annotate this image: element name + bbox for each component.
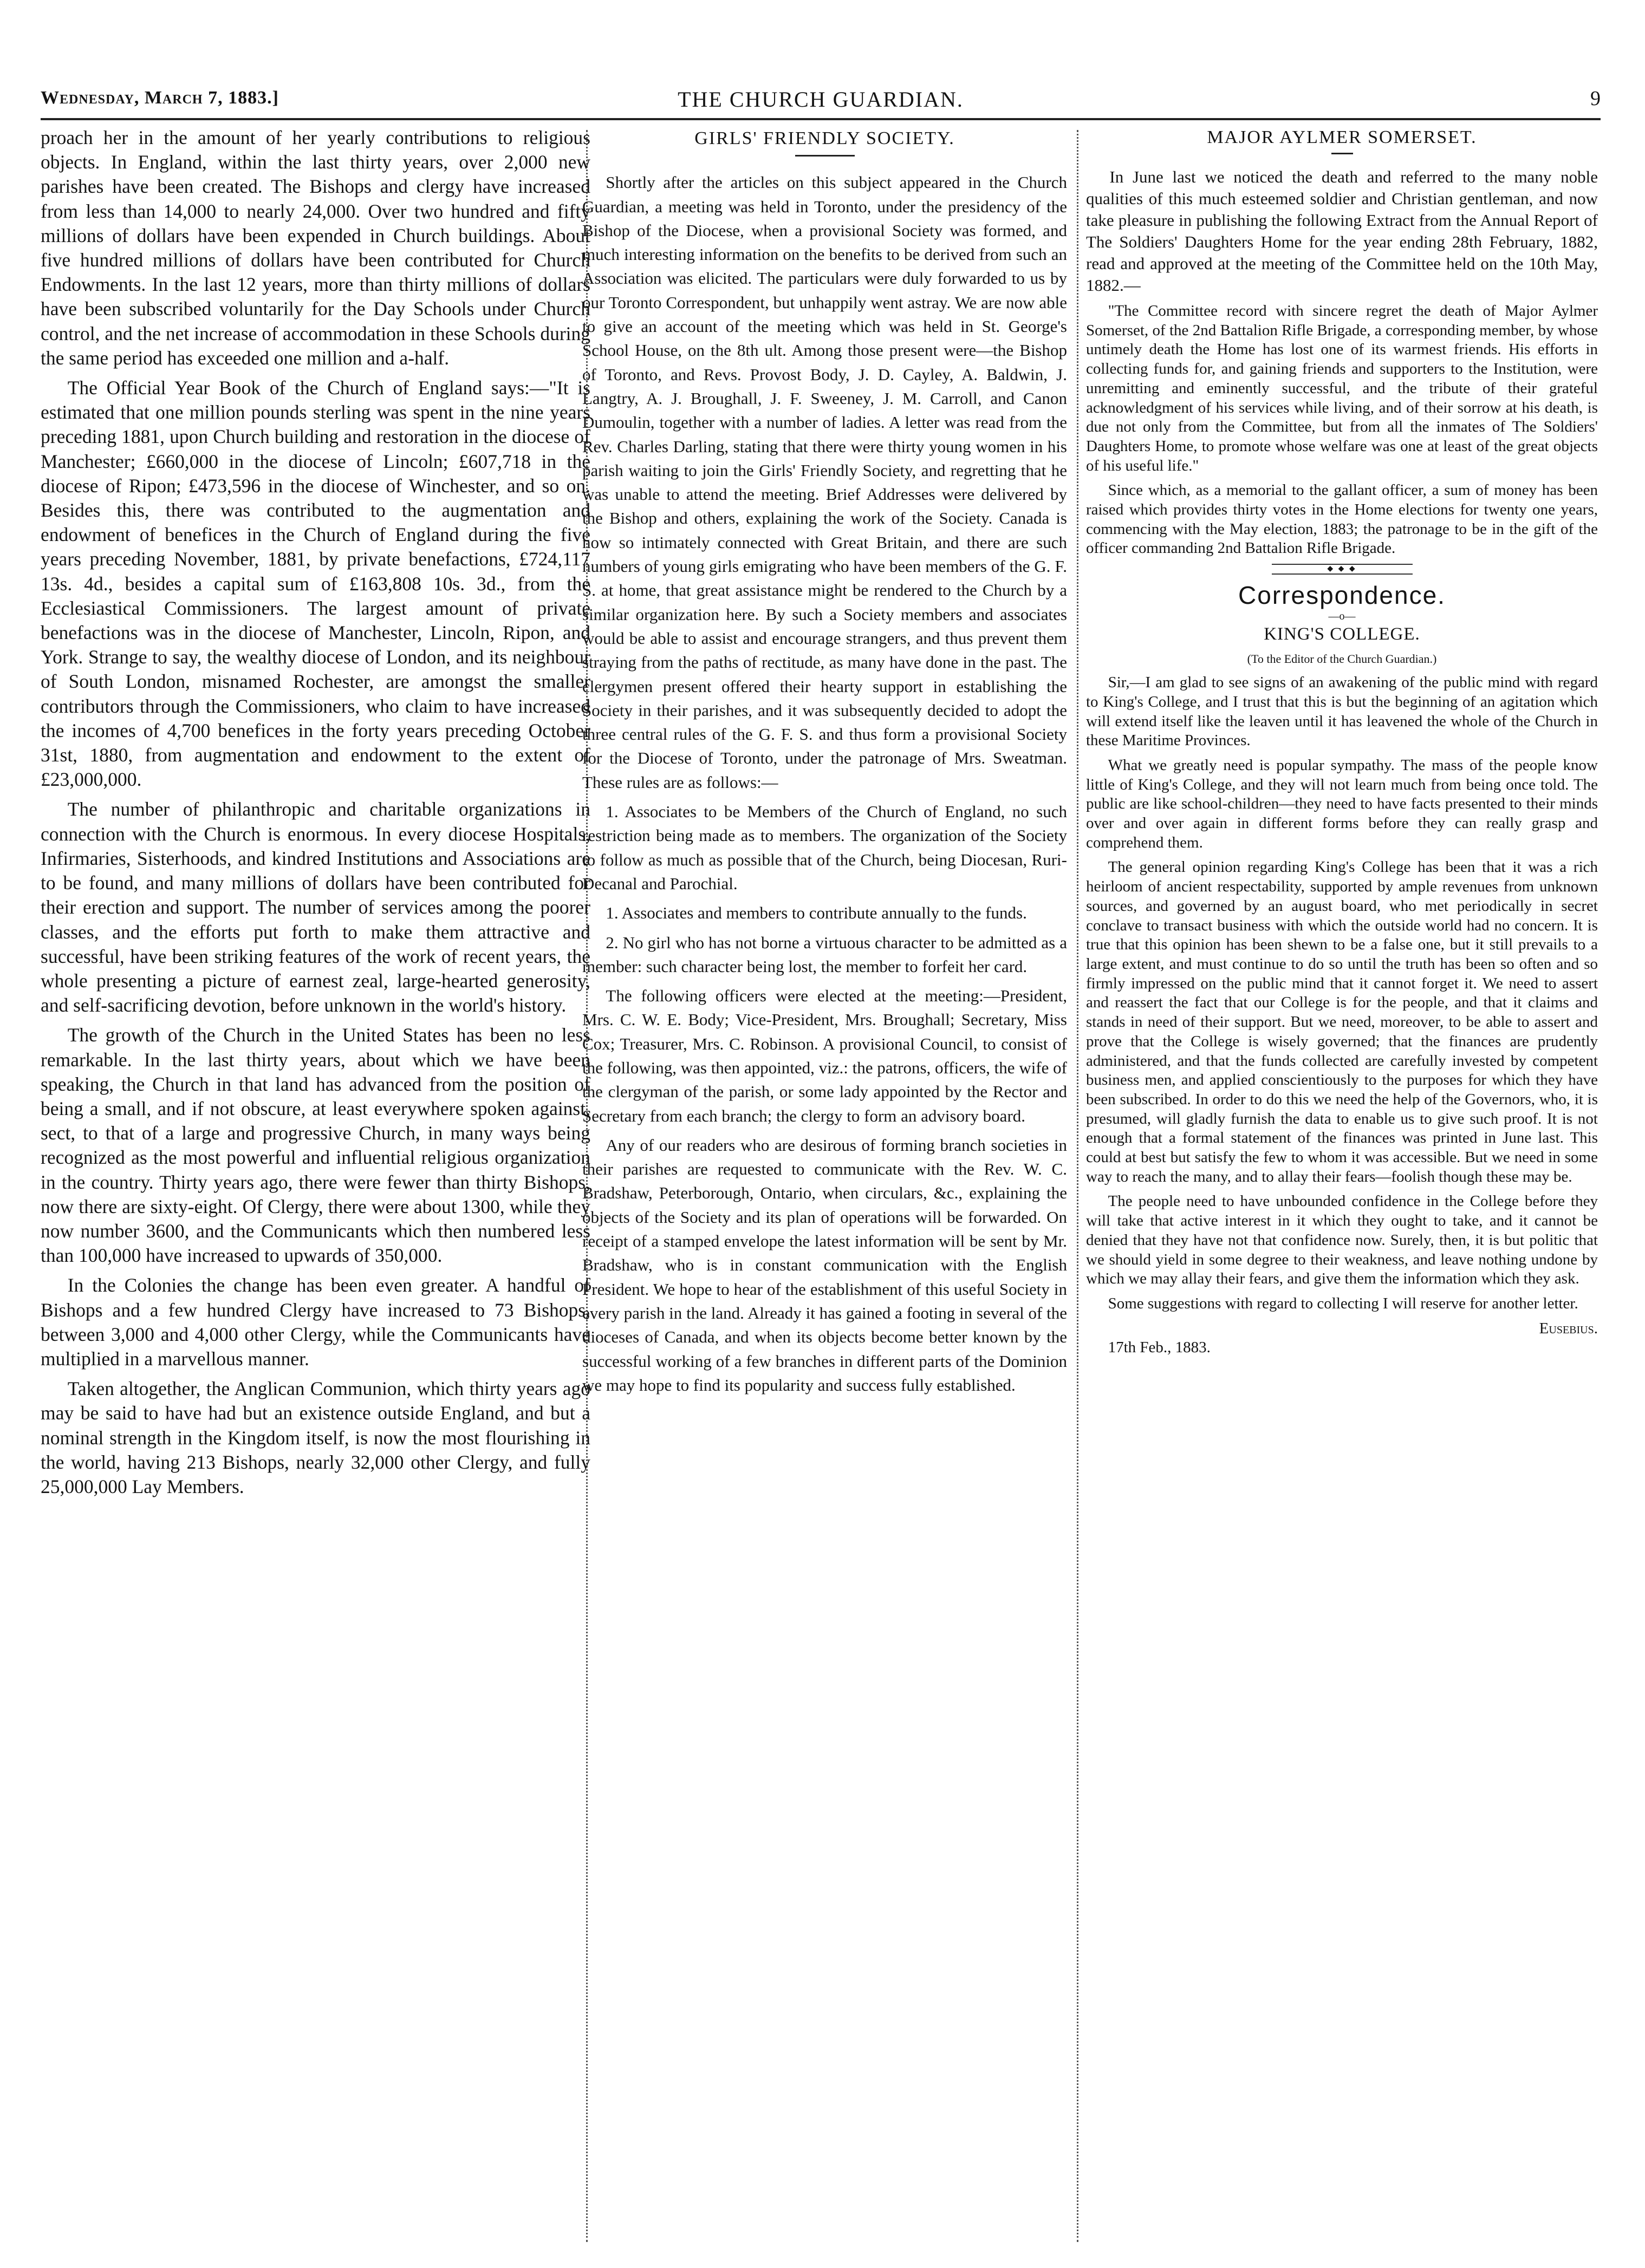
column-1 [41,126,590,2232]
rule-item: 1. Associates and members to contribute annually to the funds. [606,903,1027,923]
paragraph: Any of our readers who are desirous of forming branch societies in their parishes are requested to communicate with the Rev. W. C. Bradshaw, Peterborough, Ontario, when circulars, &c., explaining the objects of the Society and its plan of operations will be forwarded. On receipt of a stamped envelope the latest information will be sent by Mr. Bradshaw, who is in constant communication with the English President. We hope to hear of the establishment of this useful Society in every parish in the land. Already it has gained a footing in several of the dioceses of Canada, and when its objects become better known by the successful working of a few branches in different parts of the Dominion we may hope to find its popularity and success fully established. [582,1135,1067,1394]
issue-date: Wednesday, March 7, 1883.] [41,88,279,108]
letter-paragraph: Some suggestions with regard to collecting I will reserve for another letter. [1108,1294,1578,1312]
letter-heading-kings-college: KING'S COLLEGE. [1264,624,1420,644]
paragraph: The growth of the Church in the United States has been no less remarkable. In the last thirty years, about which we have been speaking, the Church in that land has advanced from the position of being a small, and if not obscure, at least everywhere spoken against, sect, to that of a large and progressive Church, in many ways being recognized as the most powerful and influential religious organization in the country. Thirty years ago, there were fewer than thirty Bishops, now there are sixty-eight. Of Clergy, there were about 1300, while they now number 3600, and the Communicants which then numbered less than 100,000 have increased to upwards of 350,000. [41,1024,590,1267]
paragraph: Since which, as a memorial to the gallant officer, a sum of money has been raised which provides thirty votes in the Home elections for twenty one years, commencing with the May election, 1883; the patronage to be in the gift of the officer commanding 2nd Battalion Rifle Brigade. [1086,481,1598,557]
paragraph: The Official Year Book of the Church of England says:—"It is estimated that one million pounds sterling was spent in the nine years preceding 1881, upon Church building and restoration in the diocese of Manchester; £660,000 in the diocese of Lincoln; £607,718 in the diocese of Ripon; £473,596 in the diocese of Winchester, and so on. Besides this, there was contributed to the augmentation and endowment of benefices in the Church of England during the five years preceding November, 1881, by private benefactions, £724,117 13s. 4d., besides a capital sum of £163,808 10s. 3d., from the Ecclesiastical Commissioners. The largest amount of private benefactions was in the diocese of Manchester, Lincoln, Ripon, and York. Strange to say, the wealthy diocese of London, and its neighbour of South London, misnamed Rochester, are amongst the smaller contributors through the Commissioners, who claim to have increased the incomes of 4,700 benefices in the forty years preceding October 31st, 1880, from augmentation and endowment to the extent of £23,000,000. [41,377,590,791]
paragraph: Taken altogether, the Anglican Communion, which thirty years ago may be said to have had but an existence outside England, and but a nominal strength in the Kingdom itself, is now the most flourishing in the world, having 213 Bishops, nearly 32,000 other Clergy, and fully 25,000,000 Lay Members. [41,1378,590,1497]
letter-paragraph: The general opinion regarding King's College has been that it was a rich heirloom of ancient respectability, supported by ample revenues from unknown sources, and governed by an august board, who met periodically in secret conclave to transact business with which the outside world had no concern. It is true that this opinion has been shewn to be a false one, but it still prevails to a large extent, and must continue to do so until the truth has been so often and so firmly impressed on the public mind that it cannot forget it. We need to assert and reassert the fact that our College is for the people, and that it claims and stands in need of their support. But we need, moreover, to be able to assert and prove that the College is wisely governed; that the finances are prudently administered, and that the funds collected are carefully invested by competent business men, and applied conscientiously to the purposes for which they have been subscribed. In order to do this we need the help of the Governors, who, it is presumed, will gladly furnish the data to enable us to give such proof. It is not enough that a formal statement of the finances was printed in June last. This could at best but satisfy the few to whom it was accessible. But we need in some way to reach the many, and to allay their fears—foolish though these may be. [1086,858,1598,1185]
paragraph: Shortly after the articles on this subject appeared in the Church Guardian, a meeting was held in Toronto, under the presidency of the Bishop of the Diocese, when a provisional Society was formed, and much interesting information on the benefits to be derived from such an Association was elicited. The particulars were duly forwarded to us by our Toronto Correspondent, but unhappily went astray. We are now able to give an account of the meeting which was held in St. George's School House, on the 8th ult. Among those present were—the Bishop of Toronto, and Revs. Provost Body, J. D. Cayley, A. Baldwin, J. Langtry, A. J. Broughall, J. F. Sweeney, J. M. Carroll, and Canon Dumoulin, together with a number of ladies. A letter was read from the Rev. Charles Darling, stating that there were thirty young women in his parish waiting to join the Girls' Friendly Society, and regretting that he was unable to attend the meeting. Brief Addresses were delivered by the Bishop and others, explaining the work of the Society. Canada is now so intimately connected with Great Britain, and there are such numbers of young girls emigrating who have been members of the G. F. S. at home, that great assistance might be rendered to the Church by a similar organization here. By such a Society members and associates would be able to assist and encourage strangers, and thus prevent them straying from the paths of rectitude, as many have done in the past. The clergymen present offered their hearty support in establishing the Society in their parishes, and it was subsequently decided to adopt the three central rules of the G. F. S. and thus form a provisional Society for the Diocese of Toronto, under the patronage of Mrs. Sweatman. These rules are as follows:— [582,173,1067,792]
letter-date: 17th Feb., 1883. [1108,1339,1211,1357]
letter-paragraph: Sir,—I am glad to see signs of an awakening of the public mind with regard to King's College, and I trust that this is but the beginning of an agitation which will extend itself like the leaven until it has leavened the whole of the Church in these Maritime Provinces. [1086,674,1598,750]
paragraph: In June last we noticed the death and referred to the many noble qualities of this much esteemed soldier and Christian gentleman, and now take pleasure in publishing the following Extract from the Annual Report of The Soldiers' Daughters Home for the year ending 28th February, 1882, read and approved at the meeting of the Committee held on the 10th May, 1882.— [1086,167,1598,295]
paragraph: The following officers were elected at the meeting:—President, Mrs. C. W. E. Body; Vice-President, Mrs. Broughall; Secretary, Miss Cox; Treasurer, Mrs. C. Robinson. A provisional Council, to consist of the following, was then appointed, viz.: the patrons, officers, the wife of the clergyman of the parish, or some lady appointed by the Rector and Secretary from each branch; the clergy to form an advisory board. [582,986,1067,1125]
rule-item: 2. No girl who has not borne a virtuous character to be admitted as a member: such character being lost, the member to forfeit her card. [582,933,1067,976]
paragraph: In the Colonies the change has been even greater. A handful of Bishops and a few hundred Clergy have increased to 73 Bishops, between 3,000 and 4,000 other Clergy, while the Communicants have multiplied in a marvellous manner. [41,1274,590,1370]
article-heading-major-aylmer-somerset: MAJOR AYLMER SOMERSET. [1207,127,1477,147]
letter-paragraph: The people need to have unbounded confidence in the College before they will take that active interest in it which they ought to take, and it cannot be denied that they have not that confidence now. Surely, then, it is but politic that we should yield in some degree to their weakness, and leave nothing undone by which we may allay their fears, and give them the information which they ask. [1086,1192,1598,1288]
column-2 [582,126,1067,2232]
letter-paragraph: What we greatly need is popular sympathy. The mass of the people know little of King's College, and they will not learn much from being once told. The public are like school-children—they need to have facts presented to their minds over and over again in different forms before they can really grasp and comprehend them. [1086,756,1598,851]
paragraph: proach her in the amount of her yearly contributions to religious objects. In England, within the last thirty years, over 2,000 new parishes have been created. The Bishops and clergy have increased from less than 14,000 to nearly 24,000. Over two hundred and fifty millions of dollars have been expended in Church buildings. About five hundred millions of dollars have been contributed for Church Endowments. In the last 12 years, more than thirty millions of dollars have been subscribed voluntarily for the Day Schools under Church control, and the net increase of accommodation in these Schools during the same period has exceeded one million and a-half. [41,127,590,369]
header-rule [41,118,1601,120]
article-heading-girls-friendly-society: GIRLS' FRIENDLY SOCIETY. [694,128,955,148]
masthead-title: THE CHURCH GUARDIAN. [678,87,964,112]
column-divider-2 [1077,130,1078,2242]
paragraph: The number of philanthropic and charitable organizations in connection with the Church is enormous. In every diocese Hospitals, Infirmaries, Sisterhoods, and kindred Institutions and Associations are to be found, and many millions of dollars have been contributed for their erection and support. The number of services among the poorer classes, and the efforts put forth to make them attractive and successful, have been striking features of the work of recent years, the whole presenting a picture of earnest zeal, large-hearted generosity, and self-sacrificing devotion, before unknown in the world's history. [41,798,590,1016]
letter-signature: Eusebius. [1539,1319,1598,1337]
heading-rule [795,155,855,157]
rule-item: 1. Associates to be Members of the Church of England, no such restriction being made as to members. The organization of the Society to follow as much as possible that of the Church, being Diocesan, Ruri-Decanal and Parochial. [582,802,1067,893]
page-header [41,86,1601,118]
ornament-divider: ◆ ◆ ◆ [1272,564,1413,575]
quoted-extract: "The Committee record with sincere regret the death of Major Aylmer Somerset, of the 2nd Battalion Rifle Brigade, a corresponding member, by whose untimely death the Home has lost one of its warmest friends. His efforts in collecting funds for, and gaining friends and supporters to the Institution, were unremitting and eminently successful, and the tribute of their grateful acknowledgment of his services while living, and of their sorrow at his death, is due not only from the Committee, but from all the inmates of The Soldiers' Daughters Home, to promote whose welfare was one at least of the great objects of his useful life." [1086,302,1598,474]
section-separator: —o— [1328,610,1356,623]
section-title-correspondence: Correspondence. [1238,581,1446,610]
heading-rule [1331,153,1353,154]
column-3 [1086,126,1598,2232]
page-number: 9 [1590,87,1601,110]
editor-address: (To the Editor of the Church Guardian.) [1247,652,1437,666]
